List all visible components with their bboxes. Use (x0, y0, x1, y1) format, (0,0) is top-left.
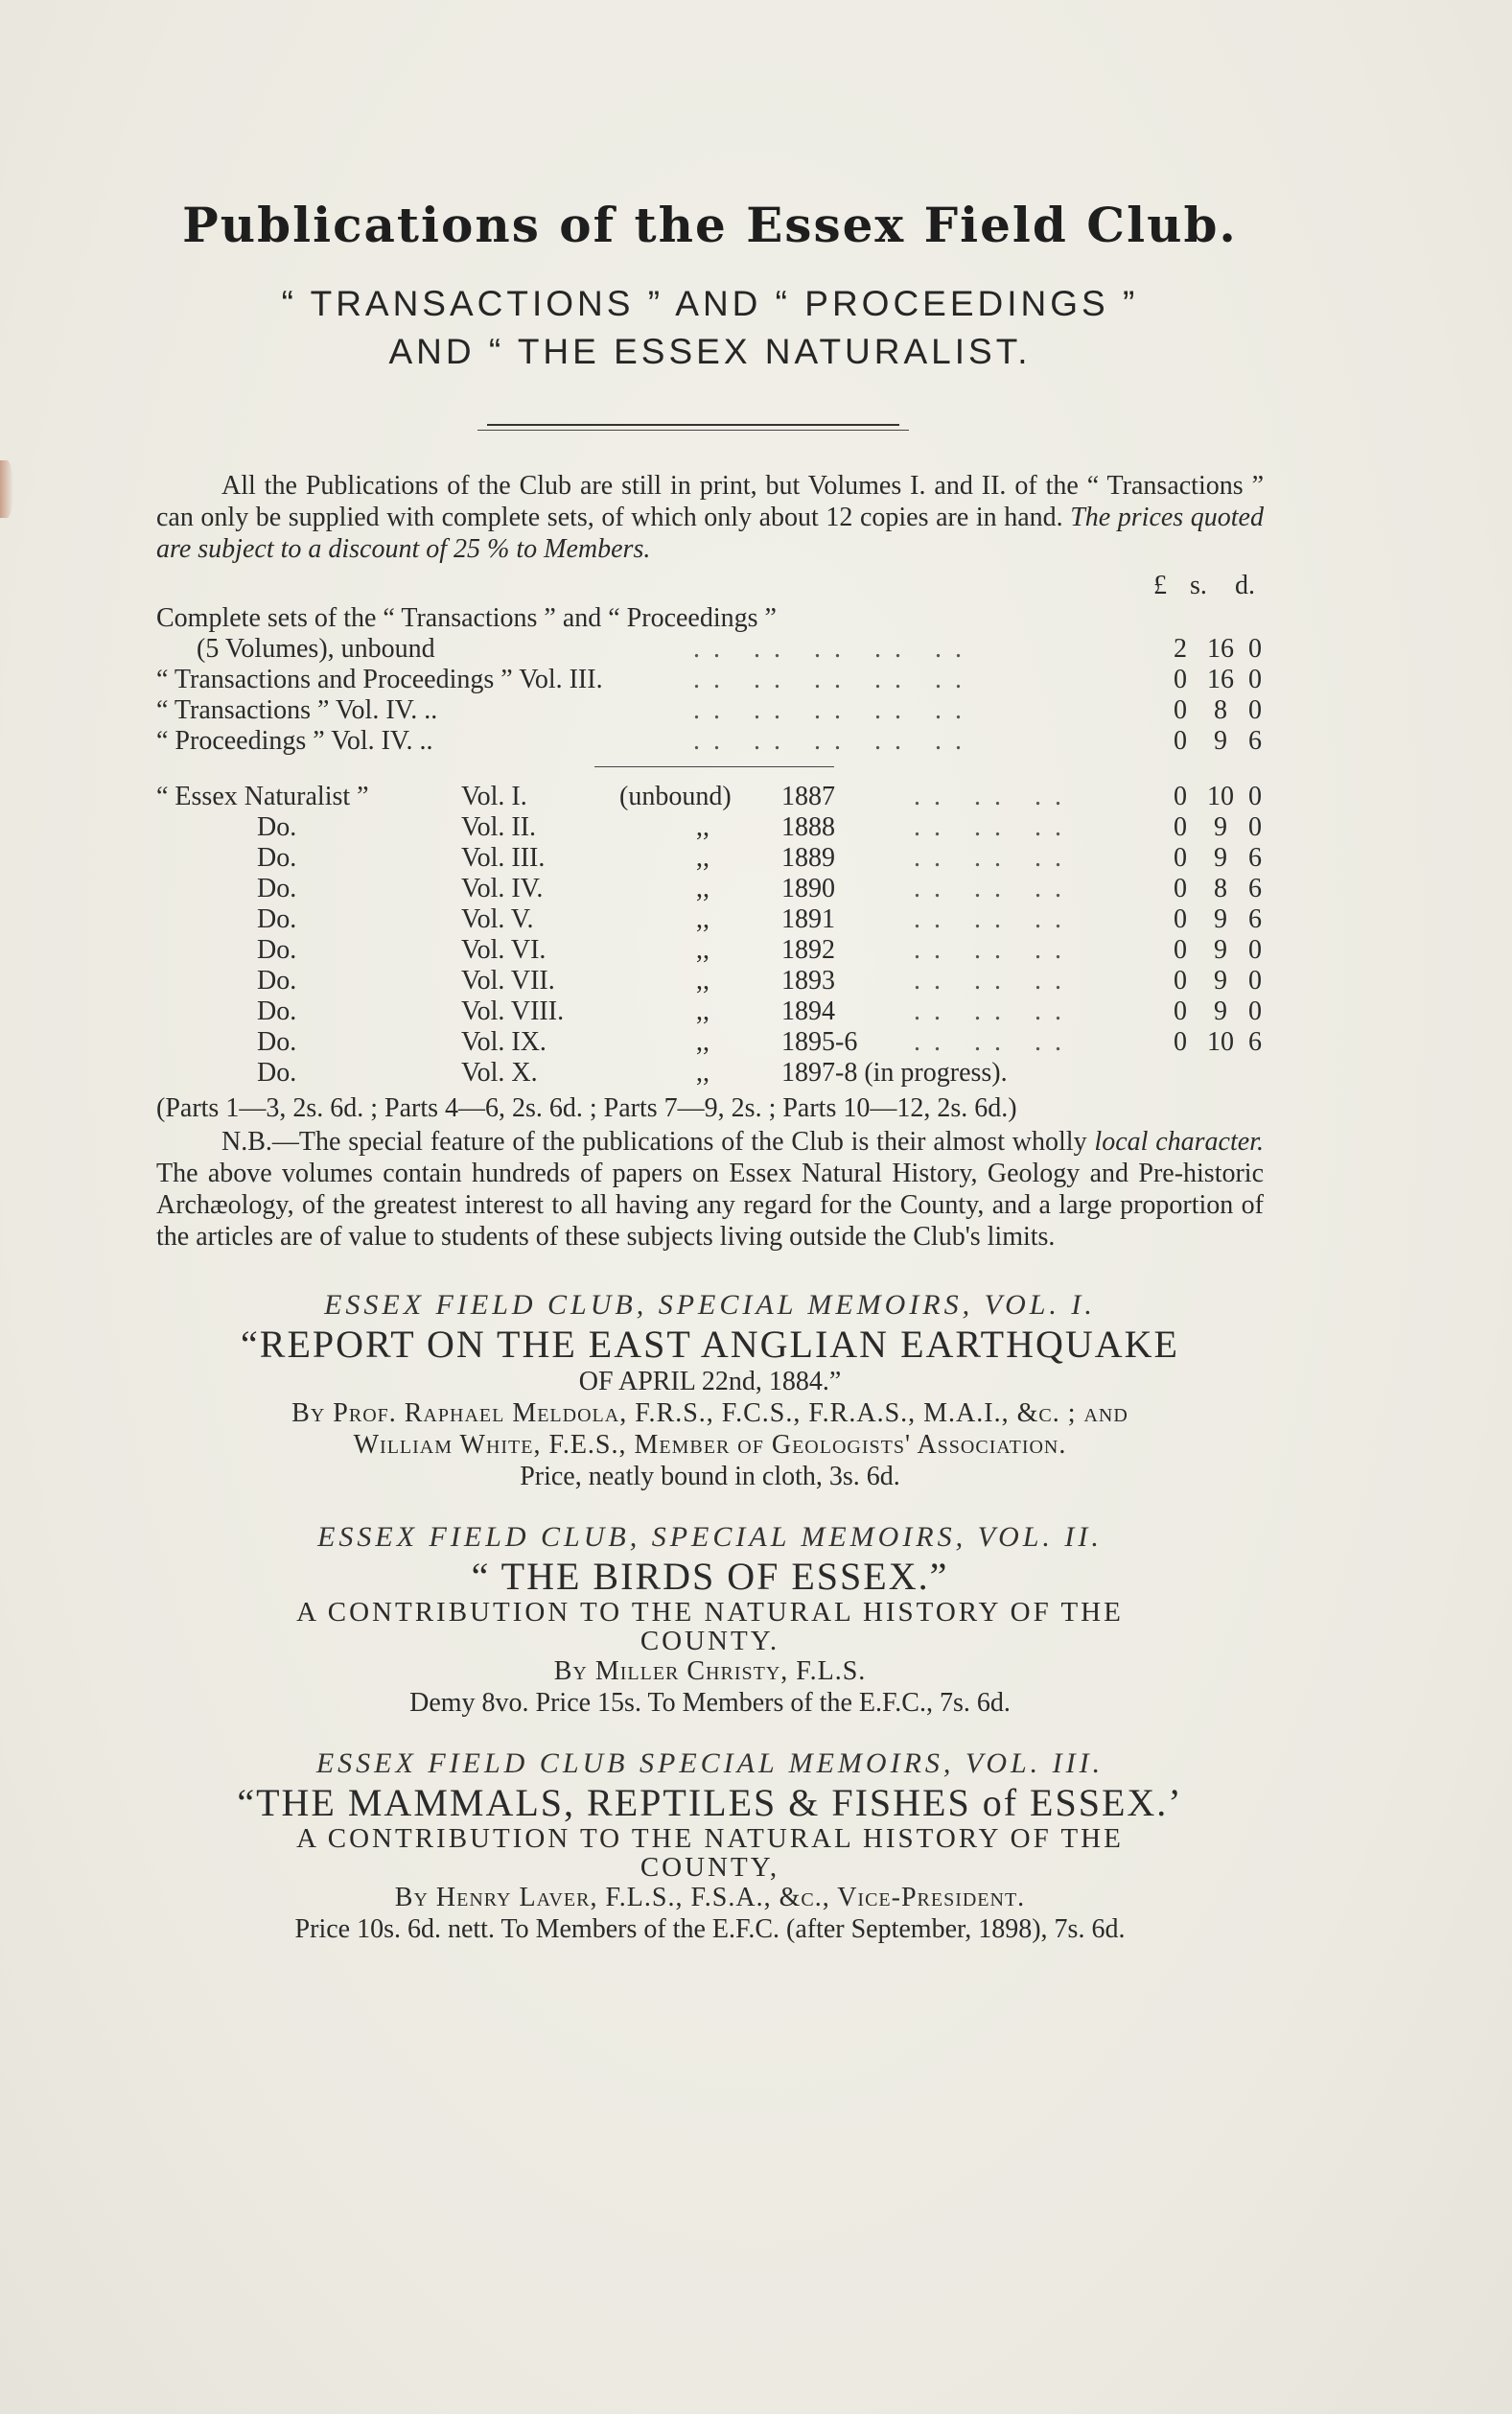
naturalist-table (156, 782, 1264, 1089)
page-stain (0, 460, 13, 518)
memoir-1-title-2: OF APRIL 22nd, 1884.” (578, 1367, 842, 1396)
naturalist-row (156, 904, 1264, 935)
sets-row-label: (5 Volumes), unbound (197, 634, 435, 664)
naturalist-row-volume: Vol. IV. (461, 874, 544, 903)
naturalist-row-pounds: 0 (1174, 966, 1187, 996)
naturalist-row-pounds: 0 (1174, 843, 1187, 873)
leader-dots: .. .. .. (914, 782, 1075, 811)
naturalist-row-pence: 6 (1248, 874, 1262, 903)
memoir-3-subtitle: A CONTRIBUTION TO THE NATURAL HISTORY OF THE (296, 1823, 1124, 1854)
memoir-1-author-2: William White, F.E.S., Member of Geologists' Association. (353, 1430, 1067, 1460)
naturalist-row-pence: 6 (1248, 843, 1262, 873)
memoir-1-price: Price, neatly bound in cloth, 3s. 6d. (520, 1462, 900, 1491)
memoir-2-author: By Miller Christy, F.L.S. (553, 1656, 867, 1686)
nb-lead: N.B.—The special feature of the publications of the Club is their almost wholly (221, 1127, 1095, 1157)
naturalist-row-pounds: 0 (1174, 812, 1187, 842)
naturalist-row (156, 935, 1264, 966)
sets-row-label: “ Transactions ” Vol. IV. .. (156, 695, 438, 725)
naturalist-row (156, 1027, 1264, 1058)
rule-line-bottom (477, 430, 909, 431)
naturalist-row-pounds: 0 (1174, 904, 1187, 934)
naturalist-row-year: 1893 (781, 966, 835, 996)
memoir-2-price: Demy 8vo. Price 15s. To Members of the E.F.C., 7s. 6d. (409, 1688, 1011, 1718)
naturalist-row-year: 1887 (781, 782, 835, 811)
memoir-3 (156, 1746, 1264, 1945)
leader-dots: .. .. .. .. .. (693, 634, 975, 664)
naturalist-row-name: Do. (257, 904, 297, 934)
leader-dots: .. .. .. .. .. (693, 726, 975, 756)
naturalist-row-shillings: 9 (1214, 966, 1227, 996)
nb-paragraph (156, 1126, 1264, 1253)
naturalist-row-pence: 6 (1248, 904, 1262, 934)
naturalist-row-year: 1897-8 (in progress). (781, 1058, 1008, 1088)
sets-row-pounds: 0 (1174, 665, 1187, 694)
subtitle-line-2: AND “ THE ESSEX NATURALIST. (388, 332, 1032, 371)
content-column (156, 192, 1264, 1945)
naturalist-row-note: ,, (696, 996, 709, 1026)
pence-header: d. (1235, 571, 1255, 600)
naturalist-row-note: (unbound) (619, 782, 732, 811)
naturalist-row-volume: Vol. V. (461, 904, 534, 934)
memoir-1-title: “REPORT ON THE EAST ANGLIAN EARTHQUAKE (241, 1323, 1179, 1366)
memoir-3-price: Price 10s. 6d. nett. To Members of the E.F.C. (after September, 1898), 7s. 6d. (294, 1914, 1126, 1944)
naturalist-row-volume: Vol. III. (461, 843, 546, 873)
ornamental-rule (156, 416, 1264, 464)
naturalist-row (156, 1058, 1264, 1089)
naturalist-row-pounds: 0 (1174, 1027, 1187, 1057)
naturalist-row-note: ,, (696, 1058, 709, 1088)
intro-paragraph (156, 470, 1264, 565)
naturalist-row-year: 1894 (781, 996, 835, 1026)
memoir-3-heading: ESSEX FIELD CLUB SPECIAL MEMOIRS, VOL. III. (315, 1747, 1105, 1779)
sets-row (156, 634, 1264, 665)
naturalist-row-shillings: 9 (1214, 843, 1227, 873)
leader-dots: .. .. .. .. .. (693, 665, 975, 694)
shillings-header: s. (1190, 571, 1207, 600)
sets-row-pence: 6 (1248, 726, 1262, 756)
nb-rest: The above volumes contain hundreds of papers on Essex Natural History, Geology and Pre-historic Archæology, of the greatest interest to all having any regard for the County, and a large proportion of the articles are of value to students of these subjects living outside the Club's limits. (156, 1159, 1264, 1252)
naturalist-row-note: ,, (696, 843, 709, 873)
nb-italic: local character. (1094, 1127, 1264, 1157)
naturalist-row-name: “ Essex Naturalist ” (156, 782, 369, 811)
naturalist-row-year: 1891 (781, 904, 835, 934)
naturalist-row-name: Do. (257, 812, 297, 842)
sets-row-label: “ Transactions and Proceedings ” Vol. III. (156, 665, 603, 694)
naturalist-row-note: ,, (696, 904, 709, 934)
leader-dots: .. .. .. (914, 904, 1075, 934)
leader-dots: .. .. .. (914, 874, 1075, 903)
naturalist-row-shillings: 9 (1214, 904, 1227, 934)
naturalist-row (156, 782, 1264, 812)
table-divider (156, 757, 1264, 782)
naturalist-row-pence: 0 (1248, 966, 1262, 996)
naturalist-row-volume: Vol. II. (461, 812, 537, 842)
intro-text: All the Publications of the Club are still in print, but Volumes I. and II. of the “ Transactions ” can only be supplied with complete sets, of which only about 12 copies are in hand. (156, 471, 1264, 532)
naturalist-row-note: ,, (696, 874, 709, 903)
memoir-2-subtitle-2: COUNTY. (640, 1626, 780, 1656)
pound-header: £ (1153, 571, 1167, 600)
naturalist-row-year: 1889 (781, 843, 835, 873)
naturalist-row-name: Do. (257, 935, 297, 965)
memoir-3-subtitle-2: COUNTY, (640, 1852, 780, 1883)
naturalist-row-note: ,, (696, 966, 709, 996)
leader-dots: .. .. .. .. .. (693, 695, 975, 725)
naturalist-row-pounds: 0 (1174, 782, 1187, 811)
naturalist-row-year: 1890 (781, 874, 835, 903)
memoir-1 (156, 1287, 1264, 1492)
naturalist-row (156, 874, 1264, 904)
naturalist-row-shillings: 8 (1214, 874, 1227, 903)
sets-row-label: “ Proceedings ” Vol. IV. .. (156, 726, 433, 756)
naturalist-row-pence: 0 (1248, 782, 1262, 811)
memoir-2 (156, 1519, 1264, 1719)
page-title: Publications of the Essex Field Club. (182, 197, 1238, 253)
naturalist-row-volume: Vol. VIII. (461, 996, 565, 1026)
naturalist-row-pence: 0 (1248, 935, 1262, 965)
sets-row-pence: 0 (1248, 665, 1262, 694)
intro-discount-note: The prices quoted are subject to a discount of 25 % to Members. (156, 503, 1264, 564)
memoir-2-subtitle: A CONTRIBUTION TO THE NATURAL HISTORY OF THE (296, 1597, 1124, 1628)
naturalist-row-pence: 0 (1248, 996, 1262, 1026)
naturalist-row-year: 1892 (781, 935, 835, 965)
sets-row-pounds: 0 (1174, 695, 1187, 725)
sets-row-pence: 0 (1248, 695, 1262, 725)
naturalist-row-note: ,, (696, 812, 709, 842)
sets-row-shillings: 8 (1214, 695, 1227, 725)
sets-table (156, 603, 1264, 757)
leader-dots: .. .. .. (914, 966, 1075, 996)
sets-row (156, 603, 1264, 634)
naturalist-row-volume: Vol. IX. (461, 1027, 547, 1057)
memoir-1-author: By Prof. Raphael Meldola, F.R.S., F.C.S., F.R.A.S., M.A.I., &c. ; and (291, 1398, 1128, 1428)
naturalist-row-name: Do. (257, 1027, 297, 1057)
naturalist-row-shillings: 9 (1214, 812, 1227, 842)
naturalist-row (156, 966, 1264, 996)
naturalist-row-note: ,, (696, 1027, 709, 1057)
sets-row-pounds: 0 (1174, 726, 1187, 756)
naturalist-row (156, 812, 1264, 843)
naturalist-row-year: 1888 (781, 812, 835, 842)
naturalist-row-name: Do. (257, 1058, 297, 1088)
leader-dots: .. .. .. (914, 812, 1075, 842)
memoir-2-title: “ THE BIRDS OF ESSEX.” (471, 1555, 949, 1598)
rule-line-top (487, 424, 899, 426)
parts-line: (Parts 1—3, 2s. 6d. ; Parts 4—6, 2s. 6d. ; Parts 7—9, 2s. ; Parts 10—12, 2s. 6d.) (156, 1093, 1017, 1123)
sets-row-pence: 0 (1248, 634, 1262, 664)
naturalist-row-name: Do. (257, 996, 297, 1026)
naturalist-row (156, 996, 1264, 1027)
sets-row-shillings: 9 (1214, 726, 1227, 756)
naturalist-row-volume: Vol. I. (461, 782, 527, 811)
money-header (156, 571, 1264, 603)
memoir-3-title: “THE MAMMALS, REPTILES & FISHES of ESSEX.’ (237, 1781, 1183, 1824)
naturalist-row-shillings: 9 (1214, 996, 1227, 1026)
naturalist-row-volume: Vol. VI. (461, 935, 547, 965)
naturalist-row (156, 843, 1264, 874)
sets-row-shillings: 16 (1207, 665, 1234, 694)
sets-row-shillings: 16 (1207, 634, 1234, 664)
naturalist-row-shillings: 10 (1207, 782, 1234, 811)
leader-dots: .. .. .. (914, 996, 1075, 1026)
sets-row-pounds: 2 (1174, 634, 1187, 664)
memoir-2-heading: ESSEX FIELD CLUB, SPECIAL MEMOIRS, VOL. II. (317, 1521, 1103, 1553)
naturalist-row-name: Do. (257, 874, 297, 903)
naturalist-row-pounds: 0 (1174, 874, 1187, 903)
naturalist-row-pounds: 0 (1174, 935, 1187, 965)
naturalist-row-year: 1895-6 (781, 1027, 858, 1057)
sets-row (156, 726, 1264, 757)
naturalist-row-note: ,, (696, 935, 709, 965)
memoir-3-author: By Henry Laver, F.L.S., F.S.A., &c., Vice-President. (394, 1883, 1026, 1912)
naturalist-row-pence: 6 (1248, 1027, 1262, 1057)
leader-dots: .. .. .. (914, 1027, 1075, 1057)
naturalist-row-name: Do. (257, 843, 297, 873)
naturalist-row-pounds: 0 (1174, 996, 1187, 1026)
naturalist-row-volume: Vol. VII. (461, 966, 555, 996)
subtitle-line-1: “ TRANSACTIONS ” AND “ PROCEEDINGS ” (281, 284, 1139, 323)
naturalist-row-name: Do. (257, 966, 297, 996)
naturalist-row-shillings: 10 (1207, 1027, 1234, 1057)
leader-dots: .. .. .. (914, 935, 1075, 965)
leader-dots: .. .. .. (914, 843, 1075, 873)
sets-row (156, 695, 1264, 726)
memoir-1-heading: ESSEX FIELD CLUB, SPECIAL MEMOIRS, VOL. I. (324, 1289, 1096, 1321)
sets-row-label: Complete sets of the “ Transactions ” and “ Proceedings ” (156, 603, 777, 633)
naturalist-row-volume: Vol. X. (461, 1058, 538, 1088)
naturalist-row-pence: 0 (1248, 812, 1262, 842)
sets-row (156, 665, 1264, 695)
naturalist-row-shillings: 9 (1214, 935, 1227, 965)
